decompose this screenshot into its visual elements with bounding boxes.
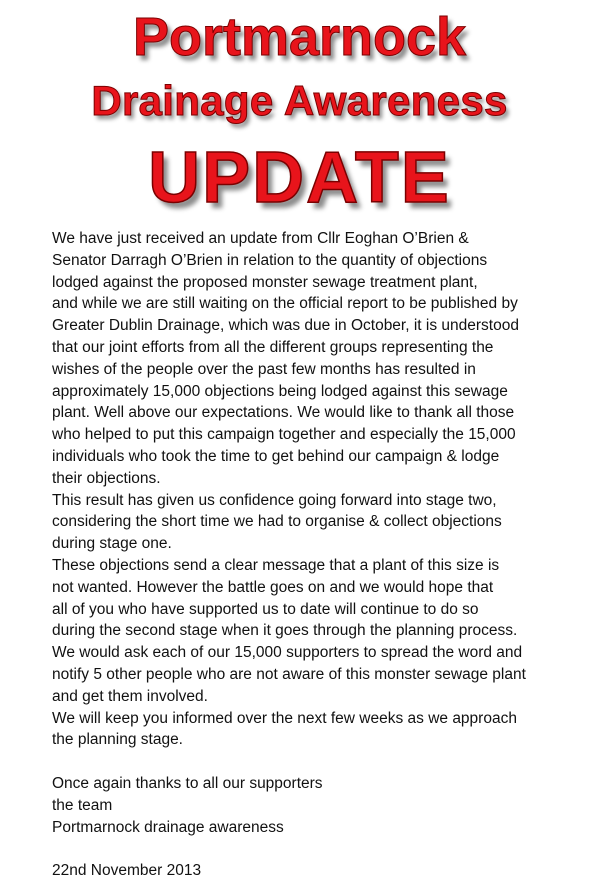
body-line: lodged against the proposed monster sewage treatment plant, (52, 273, 478, 291)
body-line: all of you who have supported us to date will continue to do so (52, 600, 479, 618)
body-line: wishes of the people over the past few months has resulted in (52, 360, 476, 378)
body-line: that our joint efforts from all the different groups representing the (52, 338, 494, 356)
body-line: plant. Well above our expectations. We would like to thank all those (52, 404, 515, 422)
body-line: notify 5 other people who are not aware of this monster sewage plant (52, 665, 526, 683)
title-drainage-awareness: Drainage Awareness (91, 77, 508, 124)
update-body (52, 228, 572, 882)
body-line: not wanted. However the battle goes on and we would hope that (52, 578, 494, 596)
body-line: This result has given us confidence going forward into stage two, (52, 491, 497, 509)
paragraph-spacer (52, 751, 572, 773)
paragraph-spacer (52, 838, 572, 860)
body-line: during the second stage when it goes through the planning process. (52, 622, 518, 640)
body-line: and get them involved. (52, 687, 208, 705)
title-portmarnock: Portmarnock (132, 7, 467, 67)
body-line: individuals who took the time to get behind our campaign & lodge (52, 447, 500, 465)
body-line: We would ask each of our 15,000 supporters to spread the word and (52, 644, 523, 662)
body-line: Senator Darragh O’Brien in relation to the quantity of objections (52, 251, 488, 269)
body-line: We will keep you informed over the next few weeks as we approach (52, 709, 517, 727)
body-line: and while we are still waiting on the official report to be published by (52, 295, 518, 313)
signoff-line: Once again thanks to all our supporters (52, 774, 323, 792)
body-line: We have just received an update from Cllr Eoghan O’Brien & (52, 230, 469, 247)
body-line: These objections send a clear message that a plant of this size is (52, 556, 500, 574)
body-line: their objections. (52, 469, 161, 487)
body-line: who helped to put this campaign together and especially the 15,000 (52, 426, 516, 444)
signoff-line: Portmarnock drainage awareness (52, 818, 284, 836)
signoff-line: the team (52, 796, 113, 814)
title-update: UPDATE (148, 138, 451, 218)
body-line: Greater Dublin Drainage, which was due in October, it is understood (52, 317, 519, 335)
body-line: the planning stage. (52, 731, 183, 749)
date-line: 22nd November 2013 (52, 862, 202, 880)
body-line: approximately 15,000 objections being lodged against this sewage (52, 382, 508, 400)
body-line: during stage one. (52, 535, 172, 553)
body-line: considering the short time we had to organise & collect objections (52, 513, 502, 531)
